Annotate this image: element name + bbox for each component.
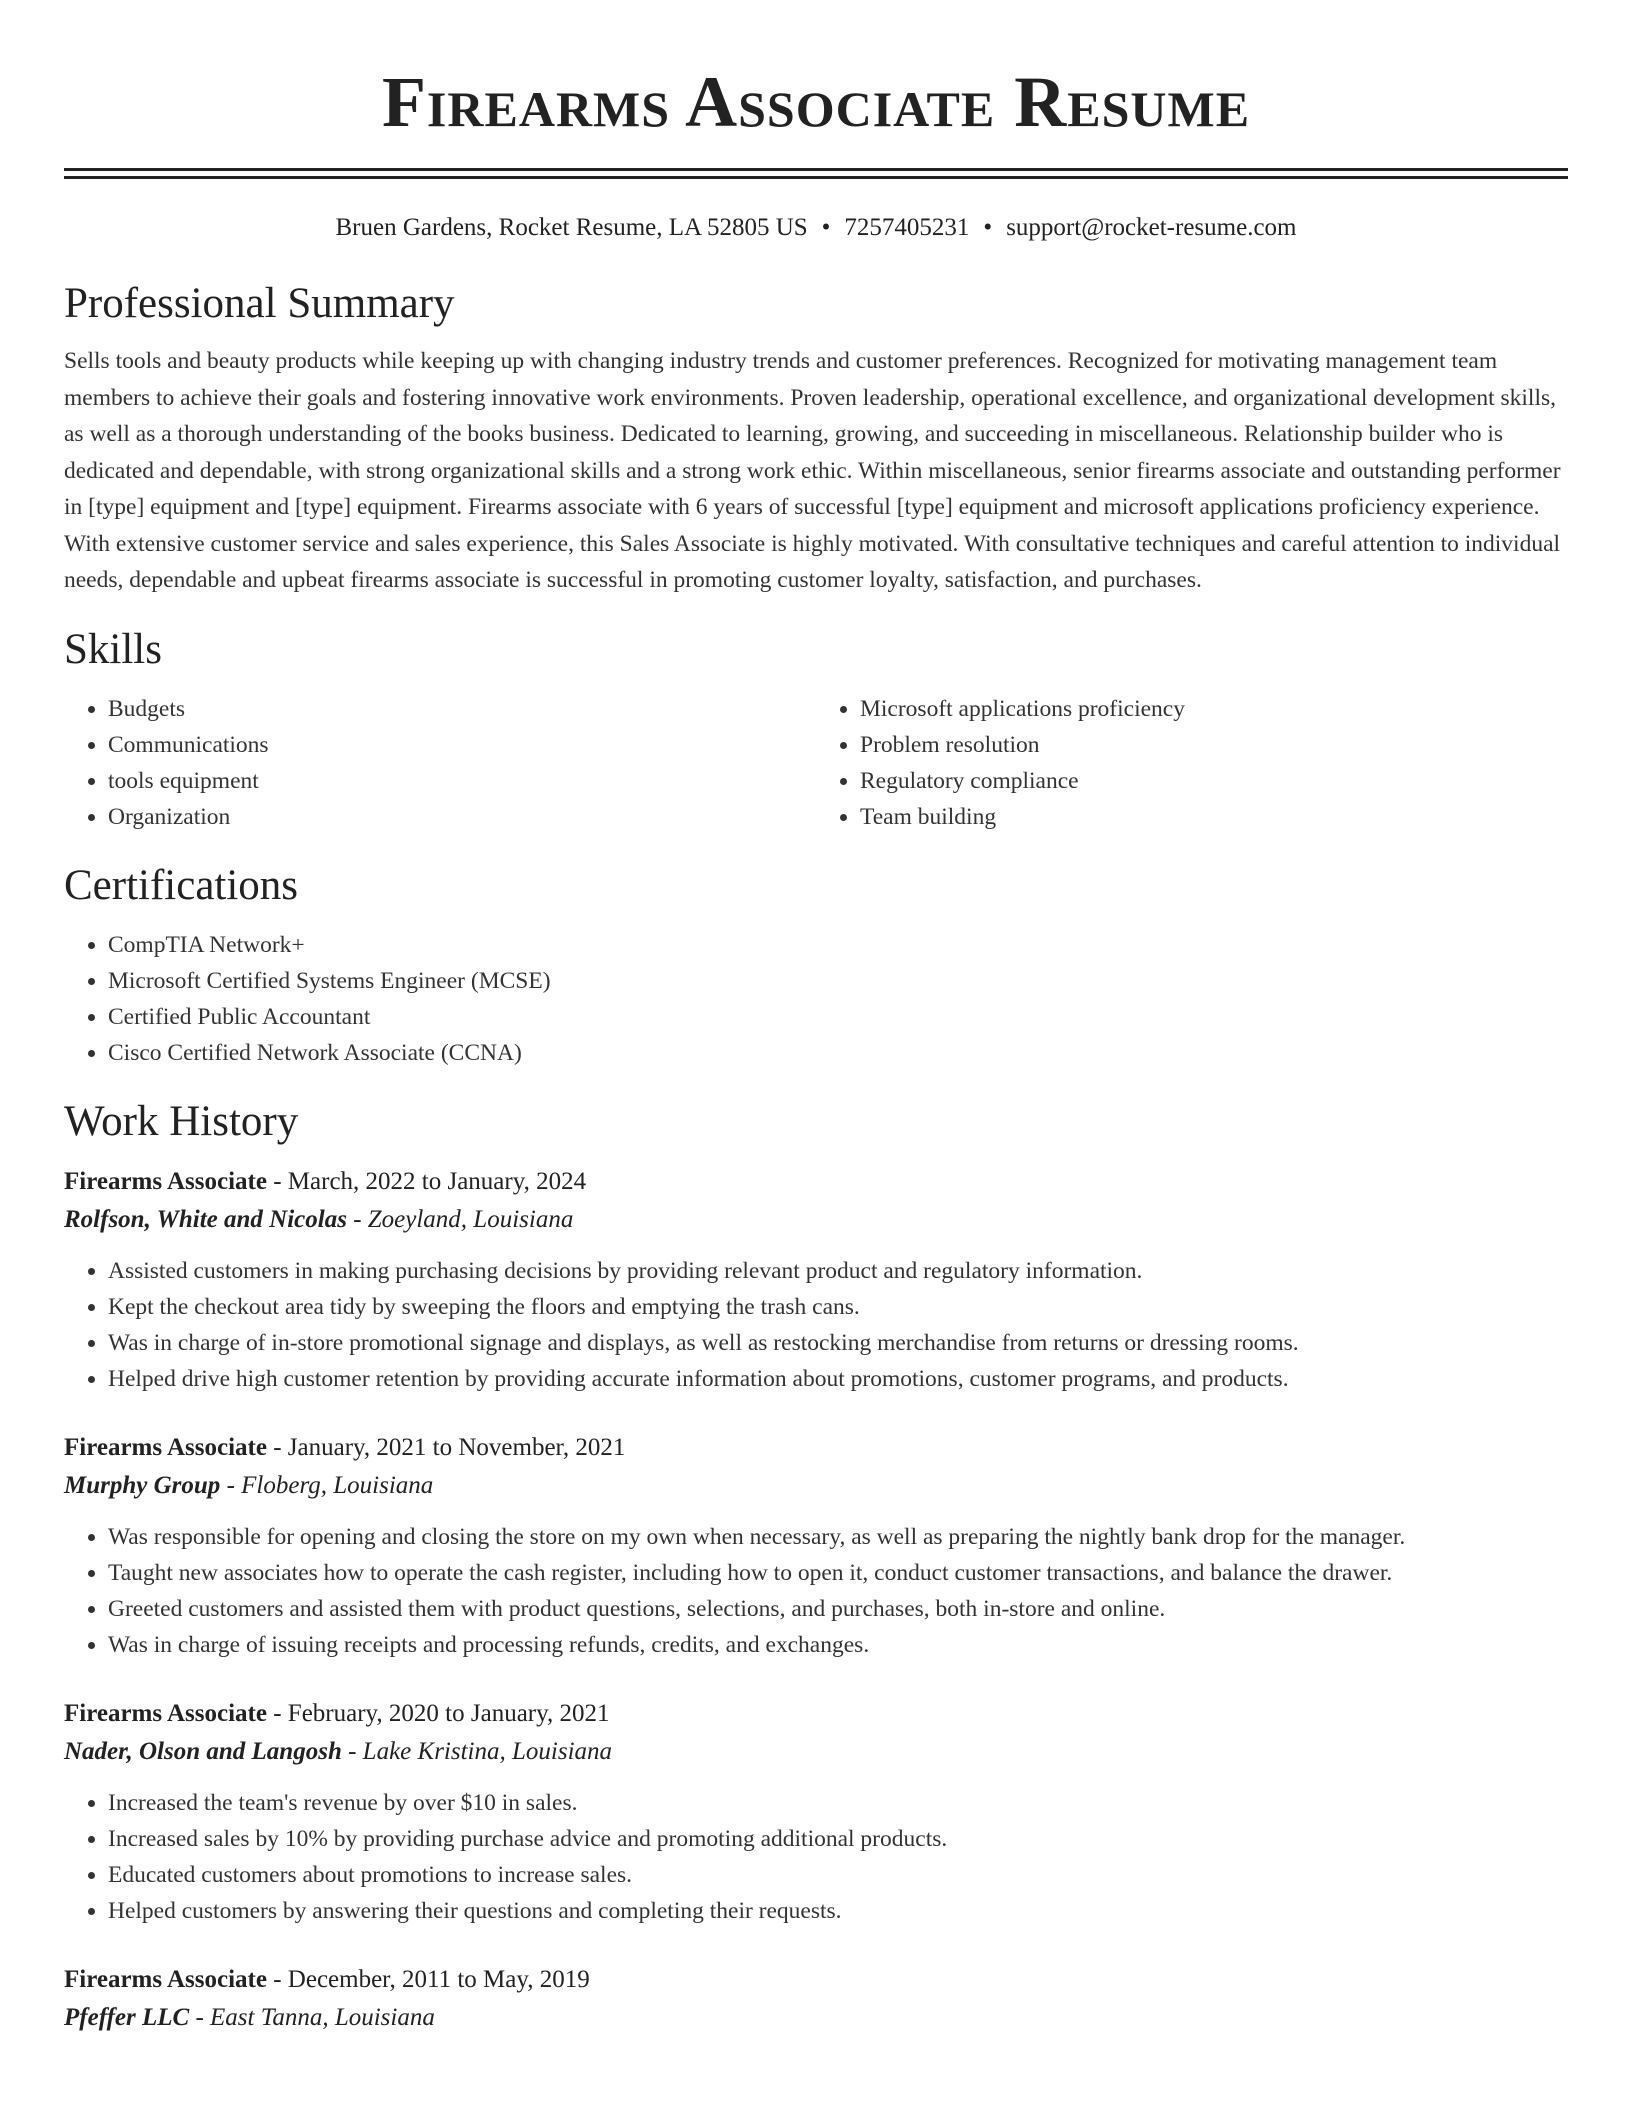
job-company-line xyxy=(64,1999,1568,2037)
job-company: Murphy Group xyxy=(64,1471,221,1499)
job-title-line xyxy=(64,1695,1568,1733)
job-dates: - March, 2022 to January, 2024 xyxy=(266,1167,587,1195)
skill-item: • Problem resolution xyxy=(860,727,1568,763)
certification-item: • CompTIA Network+ xyxy=(108,927,1568,963)
job-company-line xyxy=(64,1467,1568,1505)
contact-separator: • xyxy=(983,214,993,241)
skill-item: • Team building xyxy=(860,799,1568,835)
skills-column-right xyxy=(816,691,1568,835)
job-company: Rolfson, White and Nicolas xyxy=(64,1205,347,1233)
duty-item: • Helped drive high customer retention by providing accurate information about promotions, customer programs, and products. xyxy=(108,1361,1568,1397)
job-title: Firearms Associate xyxy=(64,1433,267,1461)
duty-item: • Increased sales by 10% by providing purchase advice and promoting additional products. xyxy=(108,1821,1568,1857)
job-location: - Floberg, Louisiana xyxy=(220,1471,434,1499)
job-title-line xyxy=(64,1961,1568,1999)
job-title-line xyxy=(64,1429,1568,1467)
duty-item: • Was responsible for opening and closing the store on my own when necessary, as well as preparing the nightly bank drop for the manager. xyxy=(108,1519,1568,1555)
job-entry xyxy=(64,1695,1568,1929)
job-company-line xyxy=(64,1733,1568,1771)
job-title: Firearms Associate xyxy=(64,1699,267,1727)
job-entry xyxy=(64,1429,1568,1663)
work-history-heading: Work History xyxy=(64,1097,299,1145)
job-location: - Lake Kristina, Louisiana xyxy=(341,1737,613,1765)
job-location: - Zoeyland, Louisiana xyxy=(346,1205,574,1233)
job-company: Pfeffer LLC xyxy=(64,2003,190,2031)
job-duties xyxy=(64,1519,1568,1663)
skills-heading: Skills xyxy=(64,625,162,673)
job-dates: - February, 2020 to January, 2021 xyxy=(266,1699,610,1727)
job-company-line xyxy=(64,1201,1568,1239)
job-entry xyxy=(64,1163,1568,1397)
certification-item: • Cisco Certified Network Associate (CCNA) xyxy=(108,1035,1568,1071)
certifications-list xyxy=(64,927,1568,1071)
contact-line xyxy=(64,213,1568,243)
skill-item: • Budgets xyxy=(108,691,816,727)
skill-item: • tools equipment xyxy=(108,763,816,799)
duty-item: • Kept the checkout area tidy by sweeping the floors and emptying the trash cans. xyxy=(108,1289,1568,1325)
duty-item: • Helped customers by answering their questions and completing their requests. xyxy=(108,1893,1568,1929)
skill-item: • Regulatory compliance xyxy=(860,763,1568,799)
skill-item: • Microsoft applications proficiency xyxy=(860,691,1568,727)
duty-item: • Educated customers about promotions to increase sales. xyxy=(108,1857,1568,1893)
resume-title: Firearms Associate Resume xyxy=(381,62,1251,142)
job-location: - East Tanna, Louisiana xyxy=(189,2003,435,2031)
skills-column-left xyxy=(64,691,816,835)
duty-item: • Was in charge of issuing receipts and processing refunds, credits, and exchanges. xyxy=(108,1627,1568,1663)
job-duties xyxy=(64,1253,1568,1397)
duty-item: • Taught new associates how to operate the cash register, including how to open it, conduct customer transactions, and balance the drawer. xyxy=(108,1555,1568,1591)
job-duties xyxy=(64,1785,1568,1929)
duty-item: • Increased the team's revenue by over $10 in sales. xyxy=(108,1785,1568,1821)
skills-list xyxy=(64,691,1568,835)
contact-separator: • xyxy=(821,214,831,241)
contact-email: support@rocket-resume.com xyxy=(1006,214,1297,241)
contact-address: Bruen Gardens, Rocket Resume, LA 52805 US xyxy=(335,214,808,241)
summary-heading: Professional Summary xyxy=(64,280,455,327)
contact-phone: 7257405231 xyxy=(844,214,970,241)
job-dates: - January, 2021 to November, 2021 xyxy=(266,1433,626,1461)
title-divider-top xyxy=(64,168,1568,171)
skill-item: • Communications xyxy=(108,727,816,763)
title-divider-bottom xyxy=(64,176,1568,179)
job-dates: - December, 2011 to May, 2019 xyxy=(266,1965,590,1993)
job-title: Firearms Associate xyxy=(64,1167,267,1195)
summary-text: Sells tools and beauty products while keeping up with changing industry trends and customer preferences. Recognized for motivating management team members to achieve their goals and fostering innovative work environments. Proven leadership, operational excellence, and organizational development skills, as well as a thorough understanding of the books business. Dedicated to learning, growing, and succeeding in miscellaneous. Relationship builder who is dedicated and dependable, with strong organizational skills and a strong work ethic. Within miscellaneous, senior firearms associate and outstanding performer in [type] equipment and [type] equipment. Firearms associate with 6 years of successful [type] equipment and microsoft applications proficiency experience. With extensive customer service and sales experience, this Sales Associate is highly motivated. With consultative techniques and careful attention to individual needs, dependable and upbeat firearms associate is successful in promoting customer loyalty, satisfaction, and purchases. xyxy=(64,348,1561,593)
certification-item: • Certified Public Accountant xyxy=(108,999,1568,1035)
certification-item: • Microsoft Certified Systems Engineer (MCSE) xyxy=(108,963,1568,999)
job-entry xyxy=(64,1961,1568,2037)
duty-item: • Assisted customers in making purchasing decisions by providing relevant product and regulatory information. xyxy=(108,1253,1568,1289)
job-company: Nader, Olson and Langosh xyxy=(64,1737,342,1765)
duty-item: • Was in charge of in-store promotional signage and displays, as well as restocking merchandise from returns or dressing rooms. xyxy=(108,1325,1568,1361)
certifications-heading: Certifications xyxy=(64,861,299,909)
duty-item: • Greeted customers and assisted them with product questions, selections, and purchases, both in-store and online. xyxy=(108,1591,1568,1627)
skill-item: • Organization xyxy=(108,799,816,835)
job-title-line xyxy=(64,1163,1568,1201)
job-title: Firearms Associate xyxy=(64,1965,267,1993)
